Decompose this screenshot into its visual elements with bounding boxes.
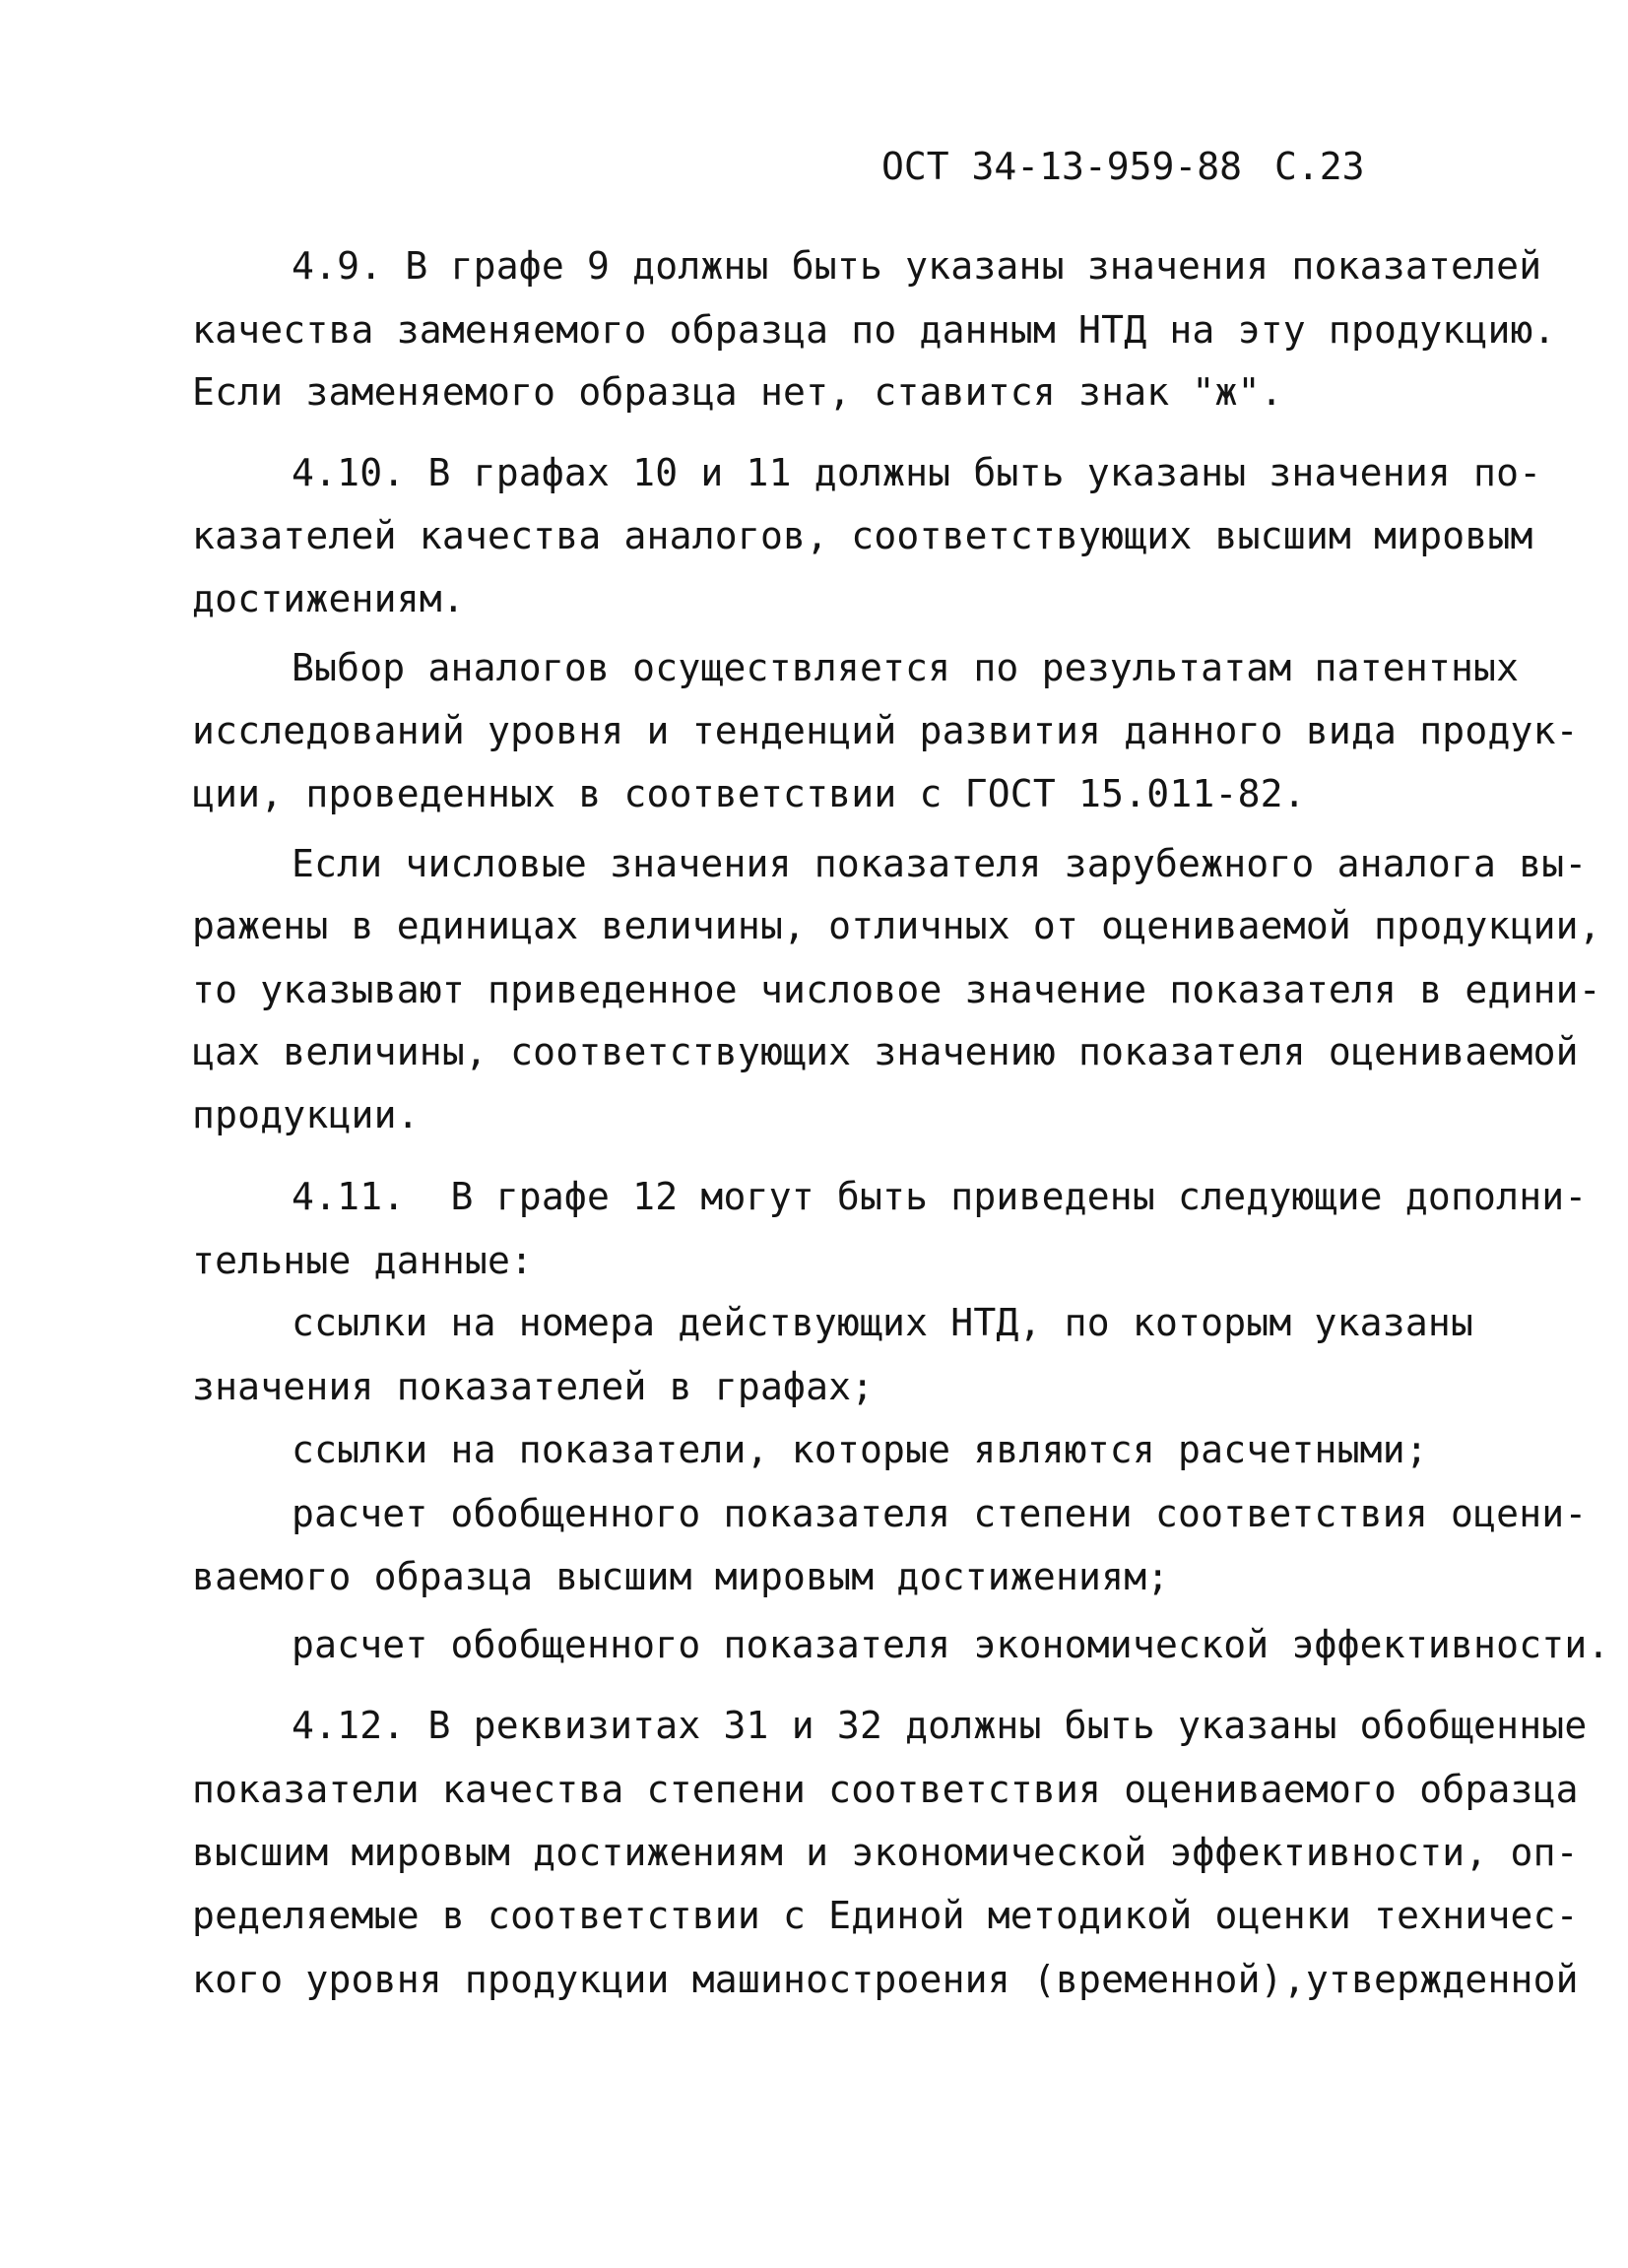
text-line: расчет обобщенного показателя степени соответствия оцени- [292, 1492, 1588, 1535]
text-line: высшим мировым достижениям и экономической эффективности, оп- [192, 1831, 1579, 1874]
text-line: Выбор аналогов осуществляется по результатам патентных [292, 646, 1520, 689]
text-line: продукции. [192, 1093, 420, 1136]
text-line: ражены в единицах величины, отличных от оцениваемой продукции, [192, 904, 1601, 947]
text-line: Если заменяемого образца нет, ставится знак "ж". [192, 370, 1283, 414]
text-line: ределяемые в соответствии с Единой методикой оценки техничес- [192, 1894, 1579, 1937]
text-line: цах величины, соответствующих значению показателя оцениваемой [192, 1030, 1579, 1073]
text-line: ссылки на показатели, которые являются расчетными; [292, 1428, 1428, 1471]
standard-code: ОСТ 34-13-959-88 [881, 145, 1243, 188]
text-line: 4.10. В графах 10 и 11 должны быть указаны значения по- [292, 451, 1542, 494]
text-line: 4.11. В графе 12 могут быть приведены следующие дополни- [292, 1175, 1588, 1218]
text-line: кого уровня продукции машиностроения (временной),утвержденной [192, 1958, 1579, 2001]
text-line: качества заменяемого образца по данным НТД на эту продукцию. [192, 308, 1556, 352]
text-line: 4.9. В графе 9 должны быть указаны значения показателей [292, 244, 1542, 288]
text-line: достижениям. [192, 577, 465, 620]
page-number: С.23 [1274, 145, 1365, 188]
text-line: расчет обобщенного показателя экономической эффективности. [292, 1623, 1610, 1666]
text-line: ции, проведенных в соответствии с ГОСТ 15.011-82. [192, 772, 1306, 815]
text-line: Если числовые значения показателя зарубежного аналога вы- [292, 842, 1588, 885]
text-line: тельные данные: [192, 1239, 534, 1282]
text-line: показатели качества степени соответствия оцениваемого образца [192, 1768, 1579, 1811]
text-line: исследований уровня и тенденций развития данного вида продук- [192, 709, 1579, 752]
text-line: то указывают приведенное числовое значение показателя в едини- [192, 968, 1601, 1011]
text-line: значения показателей в графах; [192, 1365, 875, 1408]
text-line: 4.12. В реквизитах 31 и 32 должны быть указаны обобщенные [292, 1704, 1588, 1747]
text-line: ваемого образца высшим мировым достижениям; [192, 1555, 1170, 1598]
text-line: казателей качества аналогов, соответствующих высшим мировым [192, 514, 1533, 557]
text-line: ссылки на номера действующих НТД, по которым указаны [292, 1301, 1474, 1344]
